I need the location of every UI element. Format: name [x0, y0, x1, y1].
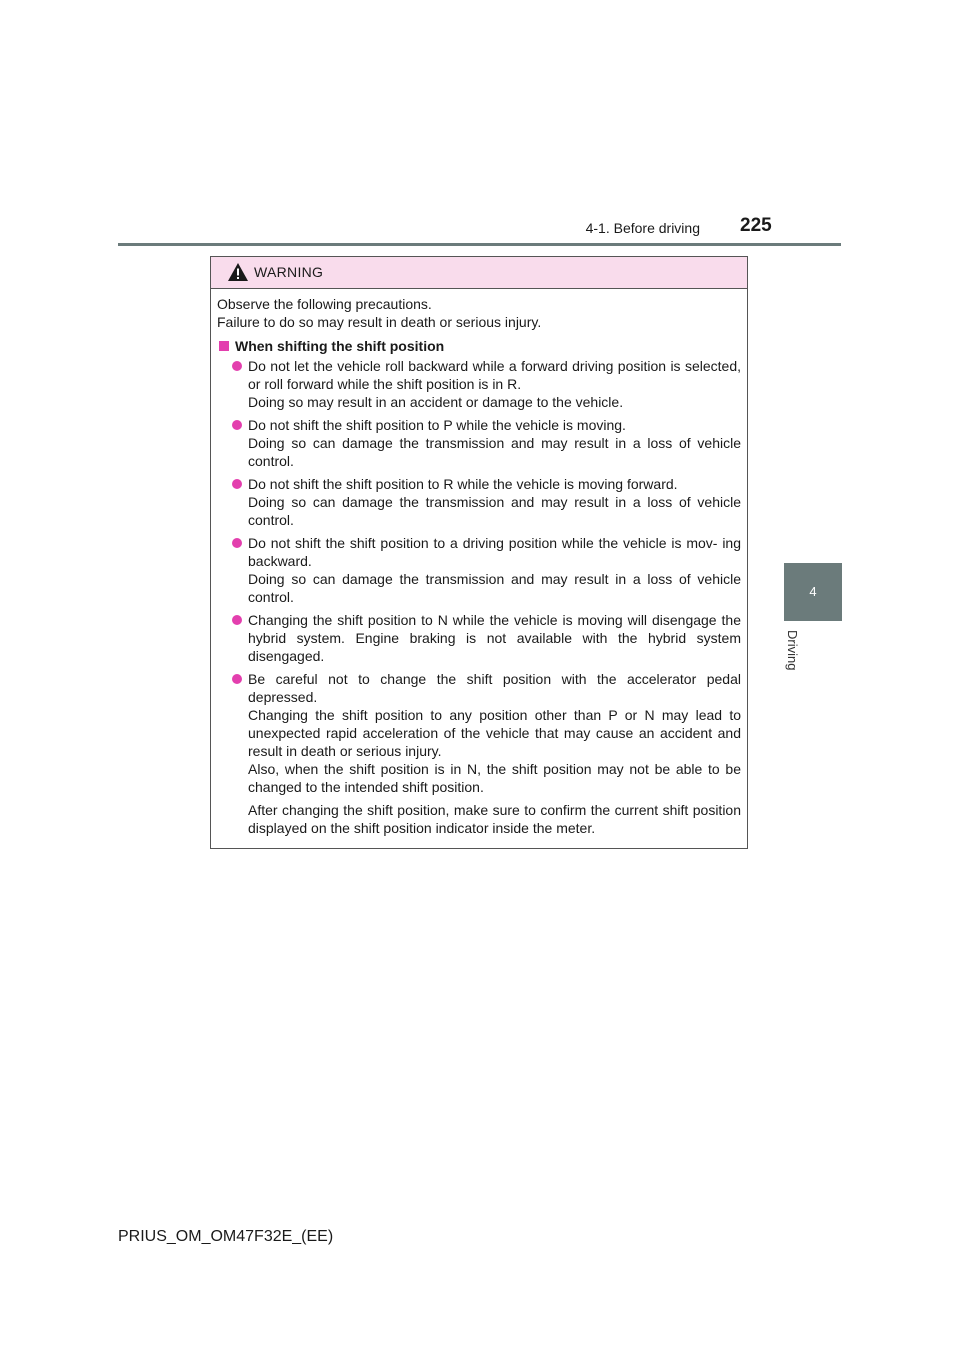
chapter-label [784, 630, 804, 690]
bullet-text: Be careful not to change the shift position with the accelerator pedal depressed. [248, 671, 741, 705]
page-number: 225 [740, 215, 772, 236]
bullet-text: Do not shift the shift position to R while the vehicle is moving forward. [248, 476, 678, 492]
circle-bullet-icon [232, 361, 242, 371]
circle-bullet-icon [232, 420, 242, 430]
bullet-text: Do not shift the shift position to a driving position while the vehicle is mov- ing backward. [248, 535, 741, 569]
intro-line: Failure to do so may result in death or serious injury. [217, 314, 542, 330]
square-bullet-icon [219, 341, 229, 351]
intro-line: Observe the following precautions. [217, 296, 432, 312]
bullet-text: Doing so can damage the transmission and may result in a loss of vehicle control. [248, 494, 741, 528]
bullet-text: Do not shift the shift position to P while the vehicle is moving. [248, 417, 626, 433]
bullet-text: Also, when the shift position is in N, the shift position may not be able to be changed to the intended shift position. [248, 761, 741, 795]
chapter-tab: 4 [784, 563, 842, 621]
warning-title: WARNING [254, 264, 324, 280]
bullet-text: Doing so can damage the transmission and may result in a loss of vehicle control. [248, 435, 741, 469]
document-code: PRIUS_OM_OM47F32E_(EE) [118, 1228, 334, 1245]
warning-note: After changing the shift position, make sure to confirm the current shift position displayed on the shift position indicator inside the meter. [248, 802, 741, 836]
bullet-text: Do not let the vehicle roll backward while a forward driving position is selected, or roll forward while the shift position is in R. [248, 358, 741, 392]
bullet-item [217, 475, 741, 529]
section-heading-text: When shifting the shift position [235, 338, 445, 354]
bullet-text: Doing so may result in an accident or damage to the vehicle. [248, 394, 624, 410]
bullet-text: Changing the shift position to any position other than P or N may lead to unexpected rapid acceleration of the vehicle that may cause an accident and result in death or serious injury. [248, 707, 741, 759]
bullet-item [217, 416, 741, 470]
circle-bullet-icon [232, 674, 242, 684]
bullet-item [217, 670, 741, 796]
bullet-item [217, 611, 741, 665]
warning-triangle-icon [227, 262, 249, 282]
section-title: 4-1. Before driving [585, 220, 700, 236]
warning-body [211, 289, 747, 837]
warning-header [211, 257, 747, 289]
circle-bullet-icon [232, 615, 242, 625]
warning-box [210, 256, 748, 849]
chapter-label-text: Driving [785, 630, 800, 671]
bullet-text: Doing so can damage the transmission and may result in a loss of vehicle control. [248, 571, 741, 605]
circle-bullet-icon [232, 538, 242, 548]
section-heading [217, 337, 741, 355]
warning-intro [217, 295, 741, 331]
bullet-item [217, 357, 741, 411]
header-divider [118, 243, 841, 246]
bullet-item [217, 534, 741, 606]
circle-bullet-icon [232, 479, 242, 489]
bullet-text: Changing the shift position to N while the vehicle is moving will disengage the hybrid system. Engine braking is not available with the hybrid system disengaged. [248, 612, 741, 664]
